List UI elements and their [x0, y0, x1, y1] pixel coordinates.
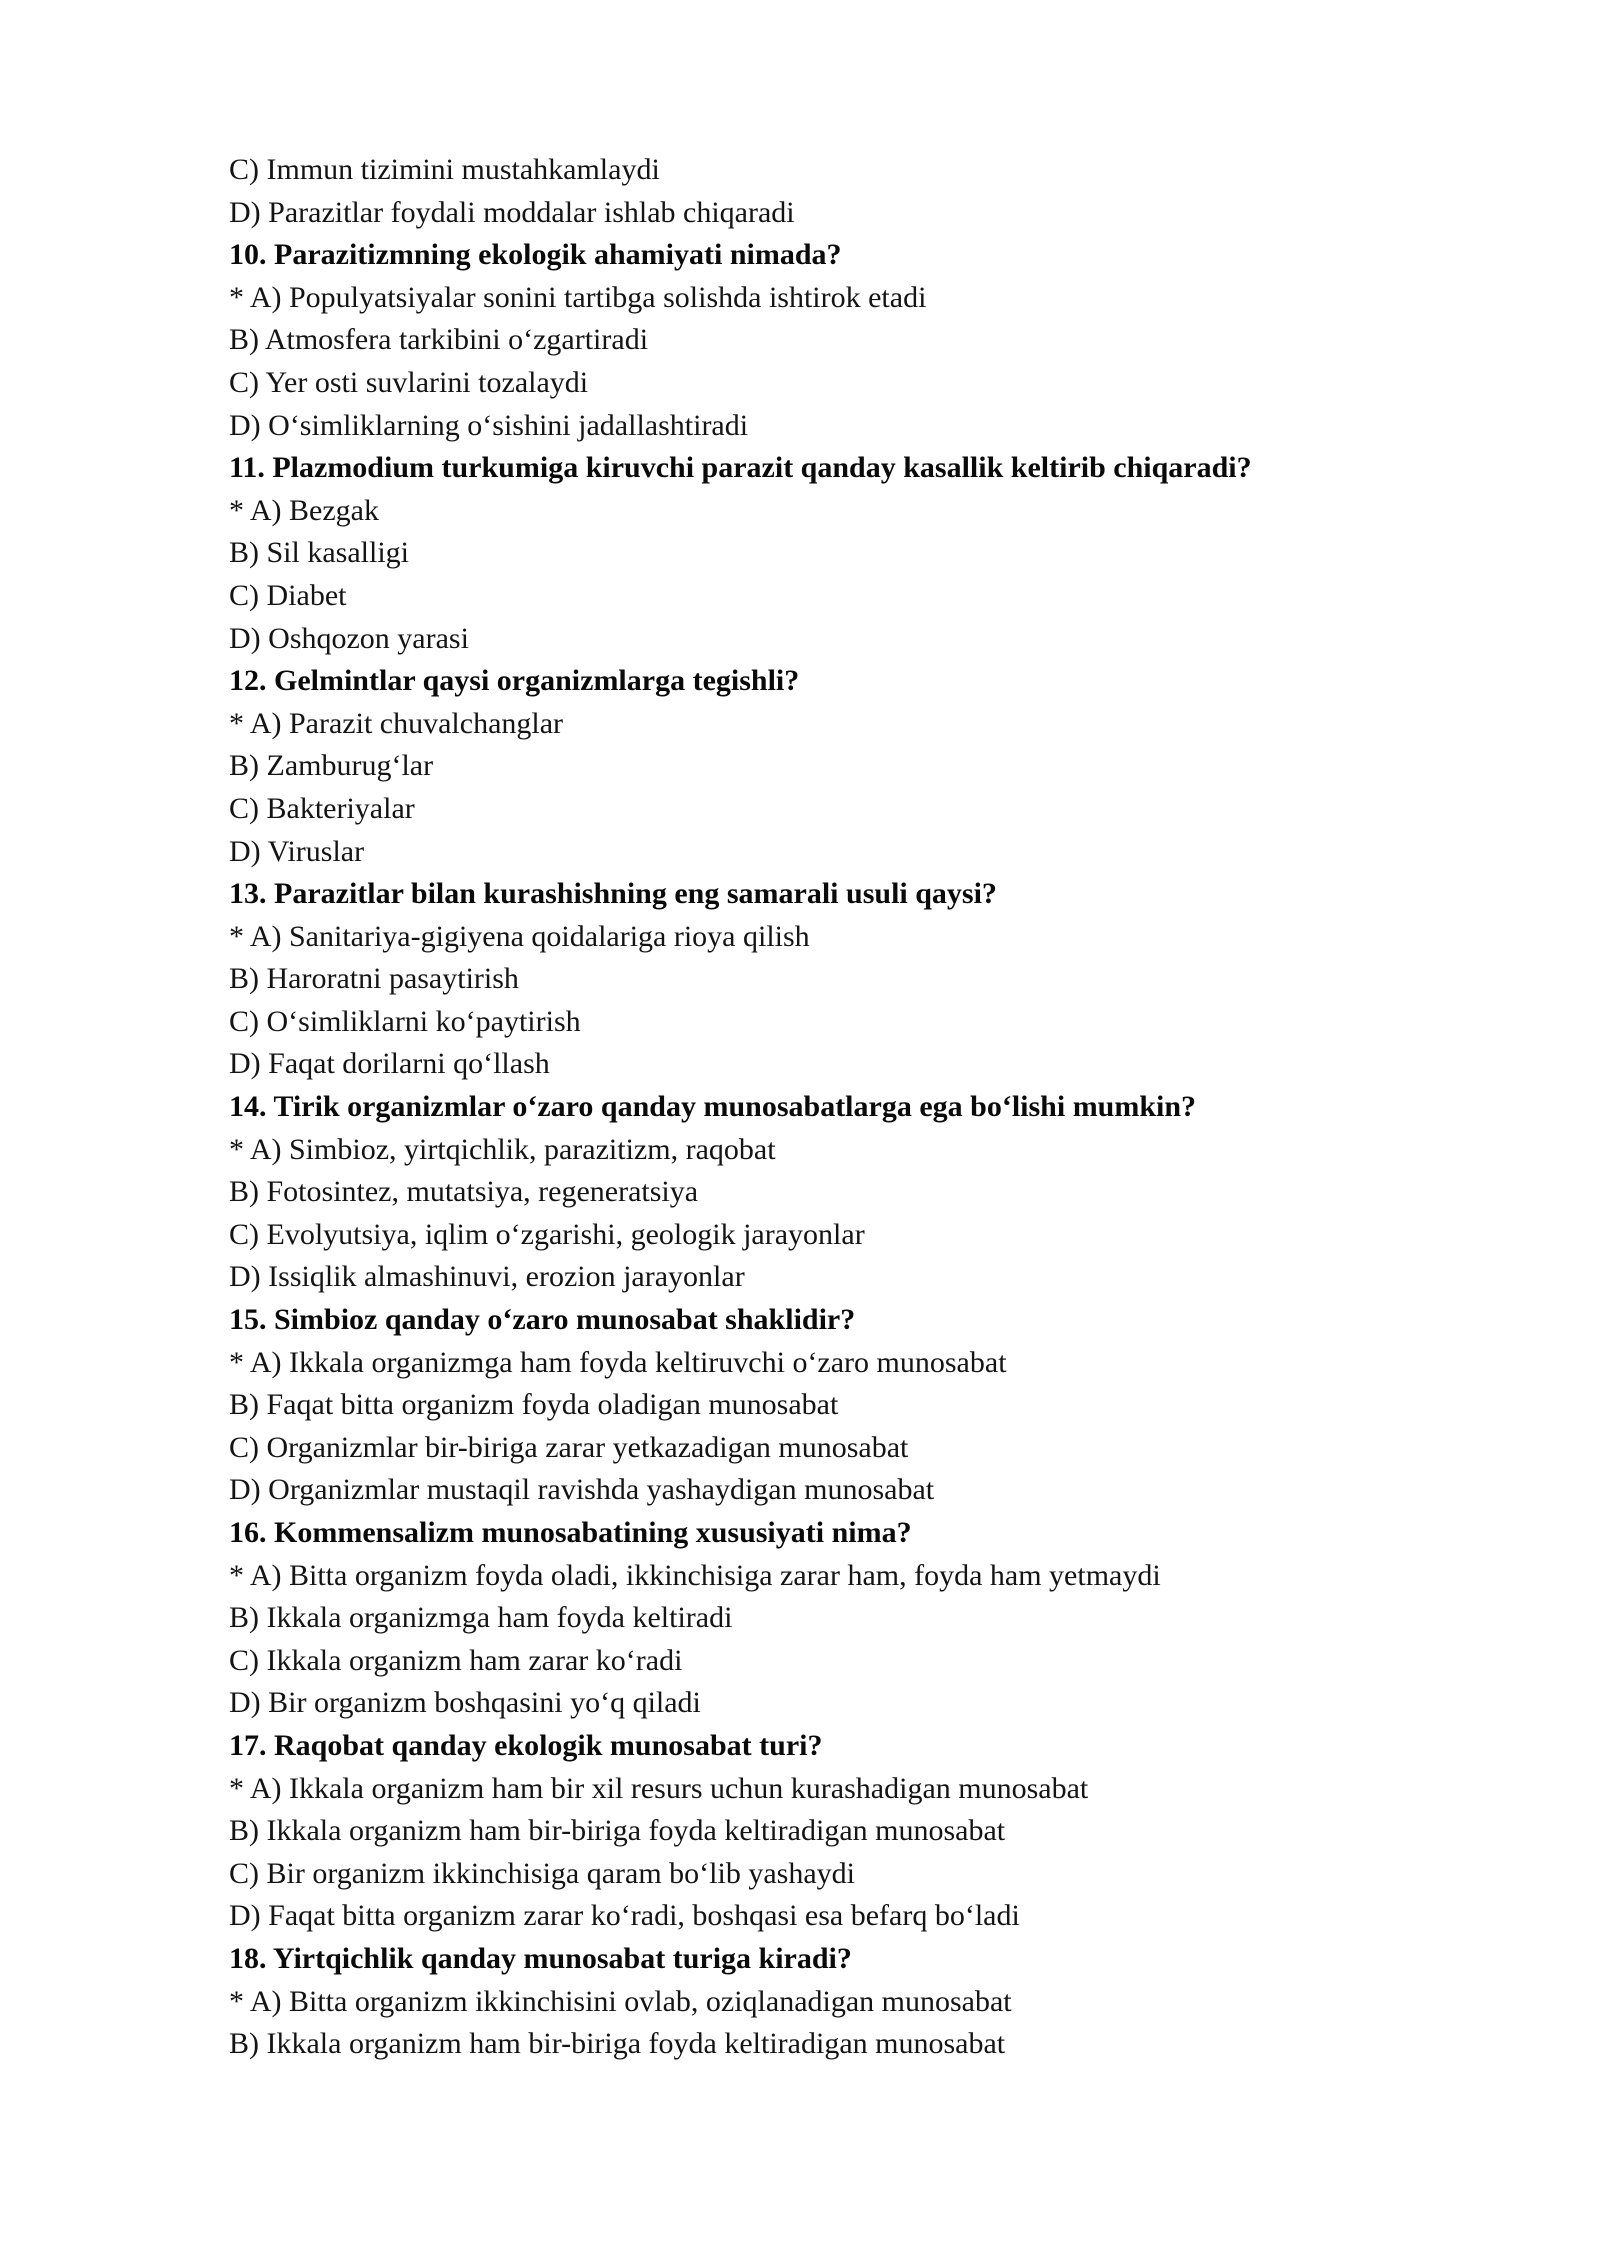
answer-option: D) Bir organizm boshqasini yo‘q qiladi	[229, 1686, 701, 1720]
question-heading: 18. Yirtqichlik qanday munosabat turiga kiradi?	[229, 1941, 852, 1975]
answer-option: B) Sil kasalligi	[229, 536, 409, 570]
answer-option: D) Faqat dorilarni qo‘llash	[229, 1047, 550, 1081]
answer-option: B) Ikkala organizm ham bir-biriga foyda keltiradigan munosabat	[229, 2027, 1006, 2061]
answer-option: B) Ikkala organizm ham bir-biriga foyda keltiradigan munosabat	[229, 1814, 1006, 1848]
answer-option: * A) Populyatsiyalar sonini tartibga solishda ishtirok etadi	[229, 280, 927, 314]
answer-option: C) Immun tizimini mustahkamlaydi	[229, 153, 660, 186]
answer-option: D) Organizmlar mustaqil ravishda yashaydigan munosabat	[229, 1473, 935, 1507]
answer-option: B) Zamburug‘lar	[229, 749, 434, 783]
answer-option: D) Faqat bitta organizm zarar ko‘radi, boshqasi esa befarq bo‘ladi	[229, 1899, 1020, 1933]
answer-option: D) Issiqlik almashinuvi, erozion jarayonlar	[229, 1260, 745, 1294]
answer-option: B) Ikkala organizmga ham foyda keltiradi	[229, 1601, 733, 1635]
answer-option: * A) Ikkala organizmga ham foyda keltiruvchi o‘zaro munosabat	[229, 1345, 1007, 1379]
answer-option: * A) Bezgak	[229, 493, 379, 527]
answer-option: * A) Bitta organizm foyda oladi, ikkinchisiga zarar ham, foyda ham yetmaydi	[229, 1558, 1161, 1592]
answer-option: * A) Ikkala organizm ham bir xil resurs uchun kurashadigan munosabat	[229, 1771, 1089, 1805]
answer-option: * A) Bitta organizm ikkinchisini ovlab, oziqlanadigan munosabat	[229, 1984, 1012, 2018]
question-heading: 16. Kommensalizm munosabatining xususiyati nima?	[229, 1516, 912, 1549]
answer-option: C) Diabet	[229, 578, 347, 612]
answer-option: C) Bir organizm ikkinchisiga qaram bo‘lib yashaydi	[229, 1856, 855, 1890]
answer-option: * A) Parazit chuvalchanglar	[229, 706, 564, 740]
question-heading: 12. Gelmintlar qaysi organizmlarga tegishli?	[229, 664, 800, 698]
question-heading: 15. Simbioz qanday o‘zaro munosabat shaklidir?	[229, 1303, 856, 1337]
answer-option: C) Evolyutsiya, iqlim o‘zgarishi, geologik jarayonlar	[229, 1217, 865, 1251]
answer-option: C) Organizmlar bir-biriga zarar yetkazadigan munosabat	[229, 1430, 909, 1464]
answer-option: B) Haroratni pasaytirish	[229, 962, 519, 996]
answer-option: D) Viruslar	[229, 834, 365, 868]
answer-option: * A) Sanitariya-gigiyena qoidalariga rioya qilish	[229, 919, 810, 953]
answer-option: C) Yer osti suvlarini tozalaydi	[229, 365, 589, 399]
answer-option: D) Oshqozon yarasi	[229, 621, 469, 655]
question-heading: 10. Parazitizmning ekologik ahamiyati nimada?	[229, 238, 842, 272]
answer-option: C) Ikkala organizm ham zarar ko‘radi	[229, 1643, 683, 1677]
answer-option: C) O‘simliklarni ko‘paytirish	[229, 1004, 581, 1038]
answer-option: C) Bakteriyalar	[229, 791, 415, 825]
answer-option: B) Fotosintez, mutatsiya, regeneratsiya	[229, 1175, 699, 1209]
question-heading: 14. Tirik organizmlar o‘zaro qanday munosabatlarga ega bo‘lishi mumkin?	[229, 1090, 1197, 1124]
answer-option: B) Faqat bitta organizm foyda oladigan munosabat	[229, 1388, 839, 1422]
question-heading: 13. Parazitlar bilan kurashishning eng samarali usuli qaysi?	[229, 877, 997, 911]
question-heading: 11. Plazmodium turkumiga kiruvchi parazit qanday kasallik keltirib chiqaradi?	[229, 451, 1252, 485]
answer-option: D) O‘simliklarning o‘sishini jadallashtiradi	[229, 408, 749, 442]
answer-option: B) Atmosfera tarkibini o‘zgartiradi	[229, 323, 649, 357]
question-heading: 17. Raqobat qanday ekologik munosabat turi?	[229, 1728, 823, 1762]
answer-option: * A) Simbioz, yirtqichlik, parazitizm, raqobat	[229, 1132, 776, 1166]
answer-option: D) Parazitlar foydali moddalar ishlab chiqaradi	[229, 195, 795, 229]
quiz-text-body	[229, 149, 1509, 2066]
